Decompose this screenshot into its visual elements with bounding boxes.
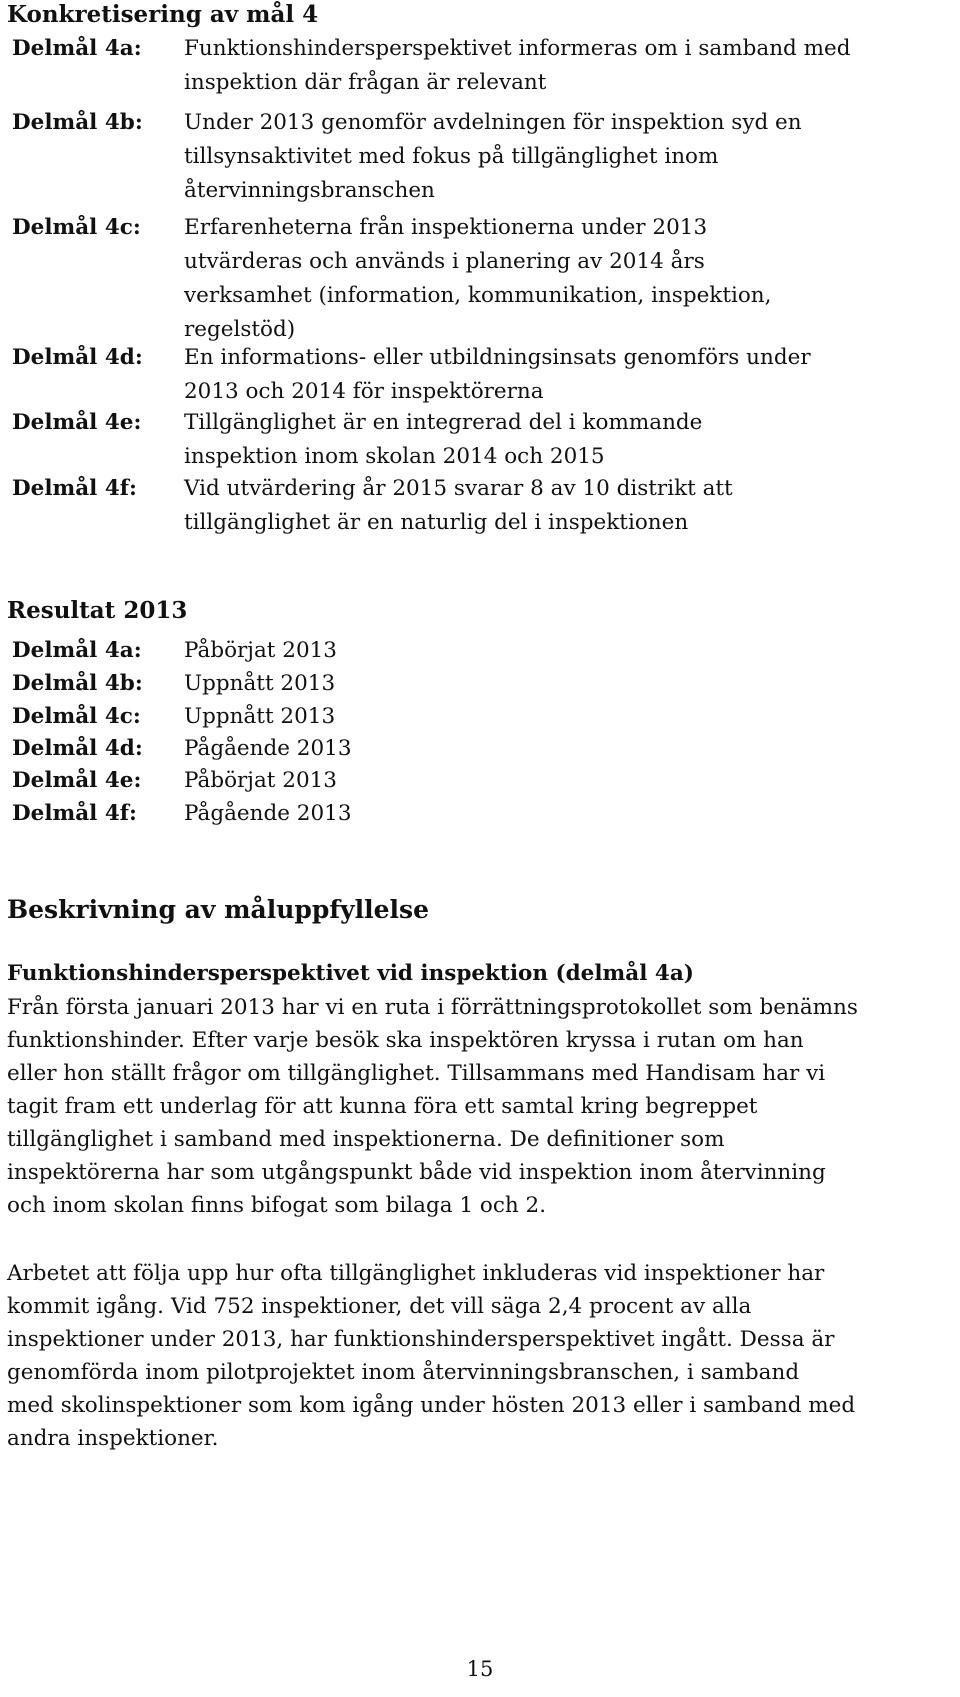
result-label: Delmål 4c: [12,704,141,729]
goal-text-line: tillsynsaktivitet med fokus på tillgänglighet inom [184,144,719,169]
description-title: Beskrivning av måluppfyllelse [7,895,430,924]
result-status: Pågående 2013 [184,736,352,761]
result-status: Pågående 2013 [184,801,352,826]
goal-text-line: återvinningsbranschen [184,178,435,203]
goal-label: Delmål 4b: [12,110,143,135]
goal-text-line: inspektion där frågan är relevant [184,70,547,95]
goal-text-line: Vid utvärdering år 2015 svarar 8 av 10 distrikt att [184,476,733,501]
goal-text-line: regelstöd) [184,317,296,342]
goal-label: Delmål 4d: [12,345,143,370]
description-subtitle: Funktionshindersperspektivet vid inspektion (delmål 4a) [7,961,694,986]
goal-label: Delmål 4a: [12,36,142,61]
results-title: Resultat 2013 [7,597,188,624]
result-status: Påbörjat 2013 [184,638,337,663]
goal-label: Delmål 4e: [12,410,142,435]
paragraph-line: andra inspektioner. [7,1426,219,1451]
goal-label: Delmål 4c: [12,215,141,240]
result-label: Delmål 4d: [12,736,143,761]
paragraph-line: inspektioner under 2013, har funktionshindersperspektivet ingått. Dessa är [7,1327,835,1352]
result-status: Påbörjat 2013 [184,768,337,793]
goal-text-line: Under 2013 genomför avdelningen för inspektion syd en [184,110,802,135]
paragraph-line: funktionshinder. Efter varje besök ska inspektören kryssa i rutan om han [7,1028,804,1053]
result-status: Uppnått 2013 [184,671,336,696]
goal-text-line: tillgänglighet är en naturlig del i inspektionen [184,510,689,535]
result-label: Delmål 4e: [12,768,142,793]
result-label: Delmål 4a: [12,638,142,663]
paragraph-line: tagit fram ett underlag för att kunna föra ett samtal kring begreppet [7,1094,758,1119]
goal-text-line: Erfarenheterna från inspektionerna under 2013 [184,215,708,240]
goal-text-line: Tillgänglighet är en integrerad del i kommande [184,410,703,435]
result-label: Delmål 4b: [12,671,143,696]
goal-text-line: utvärderas och används i planering av 2014 års [184,249,705,274]
paragraph-line: med skolinspektioner som kom igång under hösten 2013 eller i samband med [7,1393,856,1418]
paragraph-line: genomförda inom pilotprojektet inom återvinningsbranschen, i samband [7,1360,800,1385]
goal-text-line: Funktionshindersperspektivet informeras om i samband med [184,36,851,61]
goal-text-line: En informations- eller utbildningsinsats genomförs under [184,345,811,370]
paragraph-line: och inom skolan finns bifogat som bilaga 1 och 2. [7,1193,547,1218]
paragraph-line: inspektörerna har som utgångspunkt både vid inspektion inom återvinning [7,1160,826,1185]
result-label: Delmål 4f: [12,801,137,826]
goal-text-line: inspektion inom skolan 2014 och 2015 [184,444,605,469]
goal-text-line: 2013 och 2014 för inspektörerna [184,379,544,404]
goal-text-line: verksamhet (information, kommunikation, inspektion, [184,283,772,308]
goal-label: Delmål 4f: [12,476,137,501]
result-status: Uppnått 2013 [184,704,336,729]
section-title: Konkretisering av mål 4 [7,1,319,28]
paragraph-line: Från första januari 2013 har vi en ruta i förrättningsprotokollet som benämns [7,995,858,1020]
paragraph-line: eller hon ställt frågor om tillgänglighet. Tillsammans med Handisam har vi [7,1061,826,1086]
paragraph-line: kommit igång. Vid 752 inspektioner, det vill säga 2,4 procent av alla [7,1294,752,1319]
paragraph-line: Arbetet att följa upp hur ofta tillgänglighet inkluderas vid inspektioner har [7,1261,825,1286]
paragraph-line: tillgänglighet i samband med inspektionerna. De definitioner som [7,1127,725,1152]
page-number: 15 [466,1657,494,1681]
